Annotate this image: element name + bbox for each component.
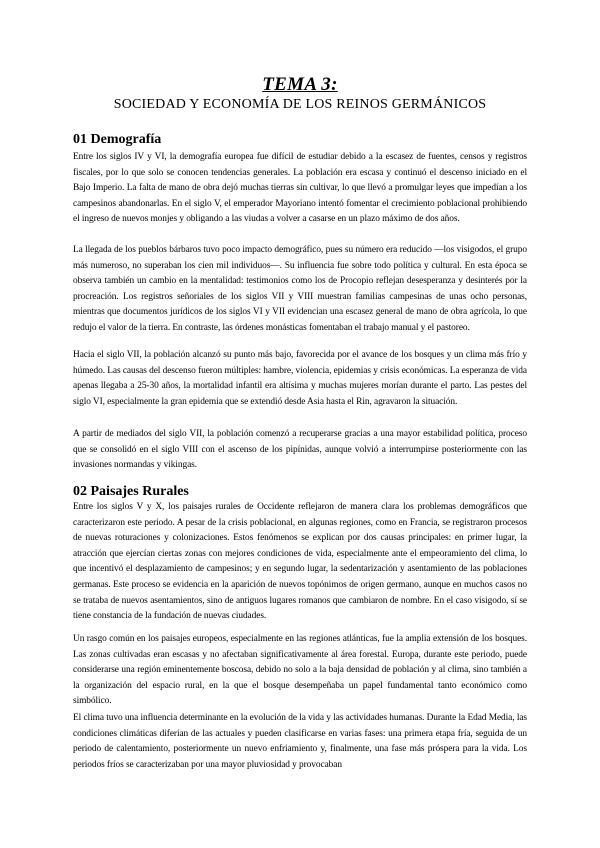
paragraph: Entre los siglos V y X, los paisajes rurales de Occidente reflejaron de manera clara los problemas demográficos que caracterizaron este periodo. A pesar de la crisis poblacional, en algunas regiones, como en Francia, se registraron procesos de nuevas roturaciones y colonizaciones. Estos fenómenos se explican por dos causas principales: en primer lugar, la atracción que ejercían ciertas zonas con mejores condiciones de vida, especialmente ante el empeoramiento del clima, lo que incentivó el desplazamiento de campesinos; y en segundo lugar, la sedentarización y asentamiento de las poblaciones germanas. Este proceso se evidencia en la aparición de nuevos topónimos de origen germano, aunque en muchos casos no se trataba de nuevos asentamientos, sino de antiguos lugares romanos que cambiaron de nombre. En el caso visigodo, sí se tiene constancia de la fundación de nuevas ciudades. bbox=[73, 502, 527, 622]
paragraph: Un rasgo común en los paisajes europeos, especialmente en las regiones atlánticas, fue la amplia extensión de los bosques. Las zonas cultivadas eran escasas y no afectaban significativamente al área forestal. Europa, durante este periodo, puede considerarse una región eminentemente boscosa, debido no solo a la baja densidad de población y al clima, sino también a la organización del espacio rural, en la que el bosque desempeñaba un papel fundamental tanto económico como simbólico. bbox=[73, 634, 527, 707]
paragraph: Entre los siglos IV y VI, la demografía europea fue difícil de estudiar debido a la escasez de fuentes, censos y registros fiscales, por lo que solo se conocen tendencias generales. La población era escasa y continuó el descenso iniciado en el Bajo Imperio. La falta de mano de obra dejó muchas tierras sin cultivar, lo que llevó a promulgar leyes que impedían a los campesinos abandonarlas. En el siglo V, el emperador Mayoriano intentó fomentar el crecimiento poblacional prohibiendo el ingreso de nuevos monjes y obligando a las viudas a volver a casarse en un plazo máximo de dos años. bbox=[73, 152, 527, 225]
paragraph: A partir de mediados del siglo VII, la población comenzó a recuperarse gracias a una mayor estabilidad política, proceso que se consolidó en el siglo VIII con el ascenso de los pipínidas, aunque volvió a interrumpirse posteriormente con las invasiones normandas y vikingas. bbox=[73, 429, 527, 471]
paragraph: La llegada de los pueblos bárbaros tuvo poco impacto demográfico, pues su número era reducido —los visigodos, el grupo más numeroso, no superaban los cien mil individuos—. Su influencia fue sobre todo política y cultural. En esta época se observa también un cambio en la mentalidad: testimonios como los de Procopio reflejan desesperanza y desinterés por la procreación. Los registros señoriales de los siglos VII y VIII muestran familias campesinas de unas ocho personas, mientras que documentos jurídicos de los siglos VI y VII evidencian una escasez general de mano de obra agrícola, lo que redujo el valor de la tierra. En contraste, las órdenes monásticas fomentaban el trabajo manual y el pastoreo. bbox=[73, 245, 527, 333]
paragraph: El clima tuvo una influencia determinante en la evolución de la vida y las actividades humanas. Durante la Edad Media, las condiciones climáticas diferían de las actuales y pueden clasificarse en varias fases: una primera etapa fría, seguida de un periodo de calentamiento, posteriormente un nuevo enfriamiento y, finalmente, una fase más próspera para la vida. Los periodos fríos se caracterizaban por una mayor pluviosidad y provocaban bbox=[73, 713, 527, 770]
document-subtitle: SOCIEDAD Y ECONOMÍA DE LOS REINOS GERMÁNICOS bbox=[113, 97, 487, 112]
section-heading-demografia: 01 Demografía bbox=[73, 132, 162, 147]
paragraph: Hacia el siglo VII, la población alcanzó su punto más bajo, favorecida por el avance de los bosques y un clima más frío y húmedo. Las causas del descenso fueron múltiples: hambre, violencia, epidemias y crisis económicas. La esperanza de vida apenas llegaba a 25-30 años, la mortalidad infantil era altísima y muchas mujeres morían durante el parto. Las pestes del siglo VI, especialmente la gran epidemia que se extendió desde Asia hasta el Rin, agravaron la situación. bbox=[73, 350, 527, 407]
section-heading-paisajes-rurales: 02 Paisajes Rurales bbox=[73, 484, 189, 499]
document-title: TEMA 3: bbox=[262, 74, 338, 95]
